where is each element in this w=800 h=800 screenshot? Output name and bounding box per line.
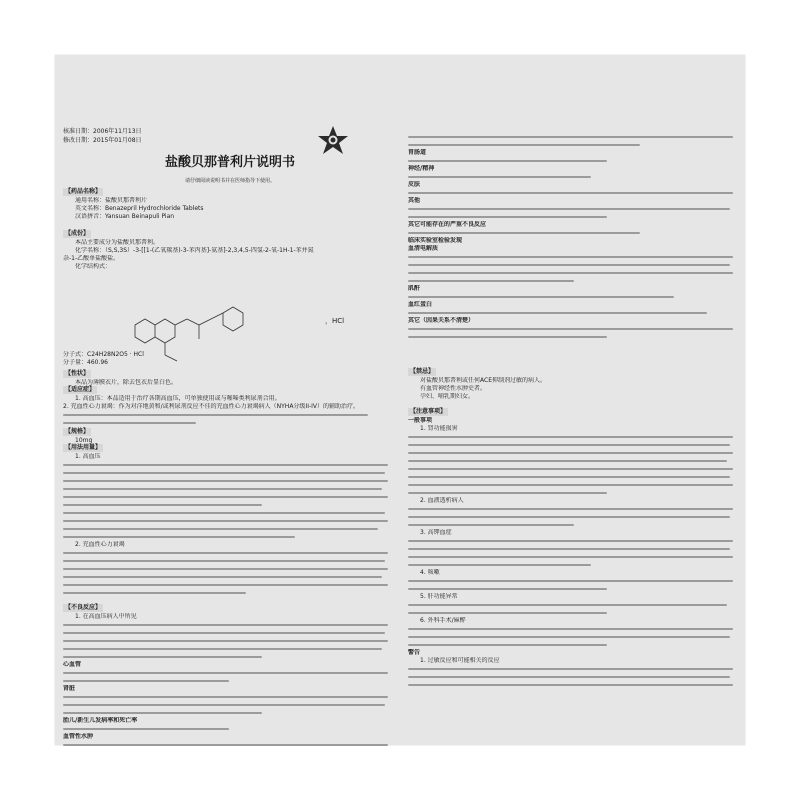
revised-date: 修改日期：2015年01月08日 <box>63 137 142 144</box>
text-line <box>63 637 395 645</box>
document-dates <box>63 127 142 145</box>
text-line <box>63 693 395 701</box>
indication-line: 1. 高血压：本品适用于治疗各期高血压，可单独使用或与噻嗪类利尿剂合用。 <box>75 395 281 402</box>
precaution-header: 【注意事项】 <box>410 408 447 415</box>
drug-name-line: 英文名称：Benazepril Hydrochloride Tablets <box>75 205 204 212</box>
text-line <box>63 411 395 419</box>
text-line <box>408 537 740 545</box>
section-contraindication <box>408 367 740 401</box>
text-line <box>408 457 740 465</box>
text-line <box>408 521 740 529</box>
text-line <box>408 433 740 441</box>
text-line <box>408 633 740 641</box>
text-line <box>63 469 395 477</box>
text-line <box>408 333 740 341</box>
section-usage <box>63 443 395 597</box>
section-adverse <box>63 603 395 749</box>
text-line <box>63 419 395 427</box>
text-line <box>408 513 740 521</box>
adverse-sub-line: 肌酐 <box>408 285 421 292</box>
text-line <box>408 577 740 585</box>
precaution-line: 6. 外科手术/麻醉 <box>420 617 466 624</box>
spec-text: 10mg <box>75 437 93 444</box>
text-line <box>63 509 395 517</box>
contraindication-line: 有血管神经性水肿史者。 <box>420 385 487 392</box>
adverse-sub-line: 神经/精神 <box>408 165 435 172</box>
document-title: 盐酸贝那普利片说明书 <box>164 155 295 170</box>
indication-header: 【适应症】 <box>65 386 96 393</box>
text-line <box>408 229 740 237</box>
text-line <box>63 493 395 501</box>
adverse-line: 肾脏 <box>63 685 76 692</box>
text-line <box>408 481 740 489</box>
usage-line: 2. 充血性心力衰竭 <box>75 541 125 548</box>
text-line <box>408 441 740 449</box>
character-text: 本品为薄膜衣片，除去包衣后显白色。 <box>75 379 178 386</box>
text-line <box>63 485 395 493</box>
text-line <box>63 501 395 509</box>
contraindication-header: 【禁忌】 <box>410 368 435 375</box>
text-line <box>63 525 395 533</box>
section-adverse-continued <box>408 133 740 341</box>
text-line <box>408 293 740 301</box>
text-line <box>63 565 395 573</box>
text-line <box>408 585 740 593</box>
composition-line: 化学结构式： <box>75 263 112 270</box>
section-indication <box>63 385 395 427</box>
text-line <box>408 205 740 213</box>
text-line <box>63 629 395 637</box>
text-line <box>408 141 740 149</box>
spec-header: 【规格】 <box>65 428 90 435</box>
adverse-sub-line: 其它可能存在的严重不良反应 <box>408 221 487 228</box>
section-drug-name <box>63 187 395 221</box>
precaution-line: 1. 过敏反应和可能相关的反应 <box>420 657 500 664</box>
text-line <box>408 601 740 609</box>
text-line <box>63 621 395 629</box>
text-line <box>408 325 740 333</box>
precaution-line: 1. 肾功能损害 <box>420 425 458 432</box>
contraindication-line: 孕妇、哺乳期妇女。 <box>420 393 475 400</box>
adverse-sub-line: 其它（因果关系不清楚） <box>408 317 475 324</box>
text-line <box>408 489 740 497</box>
text-line <box>63 549 395 557</box>
usage-header: 【用法用量】 <box>65 444 102 451</box>
text-line <box>408 261 740 269</box>
text-line <box>63 517 395 525</box>
indication-line: 2. 充血性心力衰竭：作为对洋地黄和/或利尿剂反应不佳的充血性心力衰竭病人（NYHA分级II-IV）的辅助治疗。 <box>63 403 360 410</box>
adverse-sub-line: 皮肤 <box>408 181 421 188</box>
adverse-line: 血管性水肿 <box>63 733 94 740</box>
text-line <box>408 173 740 181</box>
text-line <box>408 473 740 481</box>
precaution-line: 3. 高钾血症 <box>420 529 452 536</box>
usage-line: 1. 高血压 <box>75 453 101 460</box>
text-line <box>408 681 740 689</box>
text-line <box>408 465 740 473</box>
text-line <box>408 609 740 617</box>
drug-name-line: 汉语拼音：Yansuan Beinapuli Pian <box>75 213 175 220</box>
adverse-sub-line: 其他 <box>408 197 421 204</box>
section-formula <box>63 351 395 367</box>
text-line <box>408 545 740 553</box>
text-line <box>408 157 740 165</box>
precaution-line: 5. 肝功能异常 <box>420 593 458 600</box>
document-subtitle: 请仔细阅读说明书并在医师指导下使用。 <box>184 178 275 184</box>
text-line <box>408 625 740 633</box>
text-line <box>408 277 740 285</box>
approved-date: 核准日期：2006年11月13日 <box>63 128 142 135</box>
precaution-line: 4. 咳嗽 <box>420 569 440 576</box>
text-line <box>63 677 395 685</box>
text-line <box>63 669 395 677</box>
text-line <box>63 477 395 485</box>
adverse-line: 1. 在高血压病人中所见 <box>75 613 137 620</box>
text-line <box>408 665 740 673</box>
precaution-line: 一般事项 <box>408 417 433 424</box>
text-line <box>63 701 395 709</box>
text-line <box>63 725 395 733</box>
text-line <box>408 253 740 261</box>
text-line <box>63 581 395 589</box>
precaution-line: 2. 血液透析病人 <box>420 497 464 504</box>
drug-name-line: 通用名称：盐酸贝那普利片 <box>75 197 148 204</box>
adverse-sub-line: 胃肠道 <box>408 149 427 156</box>
hcl-label: ，HCl <box>325 317 345 325</box>
text-line <box>63 741 395 749</box>
section-composition <box>63 229 395 271</box>
molecular-weight: 分子量：460.96 <box>63 359 108 366</box>
text-line <box>63 557 395 565</box>
adverse-sub-line: 血清电解质 <box>408 245 439 252</box>
text-line <box>63 653 395 661</box>
text-line <box>408 213 740 221</box>
adverse-line: 胎儿/新生儿发病率和死亡率 <box>63 717 138 724</box>
text-line <box>408 561 740 569</box>
text-line <box>408 449 740 457</box>
composition-line: 本品主要成分为盐酸贝那普利。 <box>75 239 160 246</box>
character-header: 【性状】 <box>65 370 90 377</box>
company-logo-icon <box>317 125 349 155</box>
adverse-sub-line: 血红蛋白 <box>408 301 433 308</box>
adverse-header: 【不良反应】 <box>65 604 102 611</box>
instruction-sheet <box>55 55 745 745</box>
molecular-formula: 分子式：C24H28N2O5 · HCl <box>63 351 144 358</box>
text-line <box>63 645 395 653</box>
contraindication-line: 对盐酸贝那普利或任何ACE抑制剂过敏的病人。 <box>420 377 546 384</box>
text-line <box>408 189 740 197</box>
precaution-line: 警告 <box>408 649 421 656</box>
text-line <box>408 641 740 649</box>
adverse-line: 心血管 <box>63 661 82 668</box>
text-line <box>408 553 740 561</box>
text-line <box>63 533 395 541</box>
text-line <box>408 505 740 513</box>
composition-line: 杂-1-乙酸单盐酸盐。 <box>63 255 120 262</box>
composition-header: 【成份】 <box>65 230 90 237</box>
text-line <box>63 573 395 581</box>
drug-name-header: 【药品名称】 <box>65 188 102 195</box>
composition-line: 化学名称：（S,S,3S）-3-[[1-(乙氧羰基)-3-苯丙基]-氨基]-2,3,4,5-四氢-2-氧-1H-1-苯并氮 <box>75 247 314 254</box>
text-line <box>63 461 395 469</box>
text-line <box>408 673 740 681</box>
text-line <box>408 133 740 141</box>
adverse-sub-line: 临床实验室检验发现 <box>408 237 463 244</box>
text-line <box>63 709 395 717</box>
section-precaution <box>408 407 740 689</box>
text-line <box>408 309 740 317</box>
text-line <box>408 269 740 277</box>
text-line <box>63 589 395 597</box>
